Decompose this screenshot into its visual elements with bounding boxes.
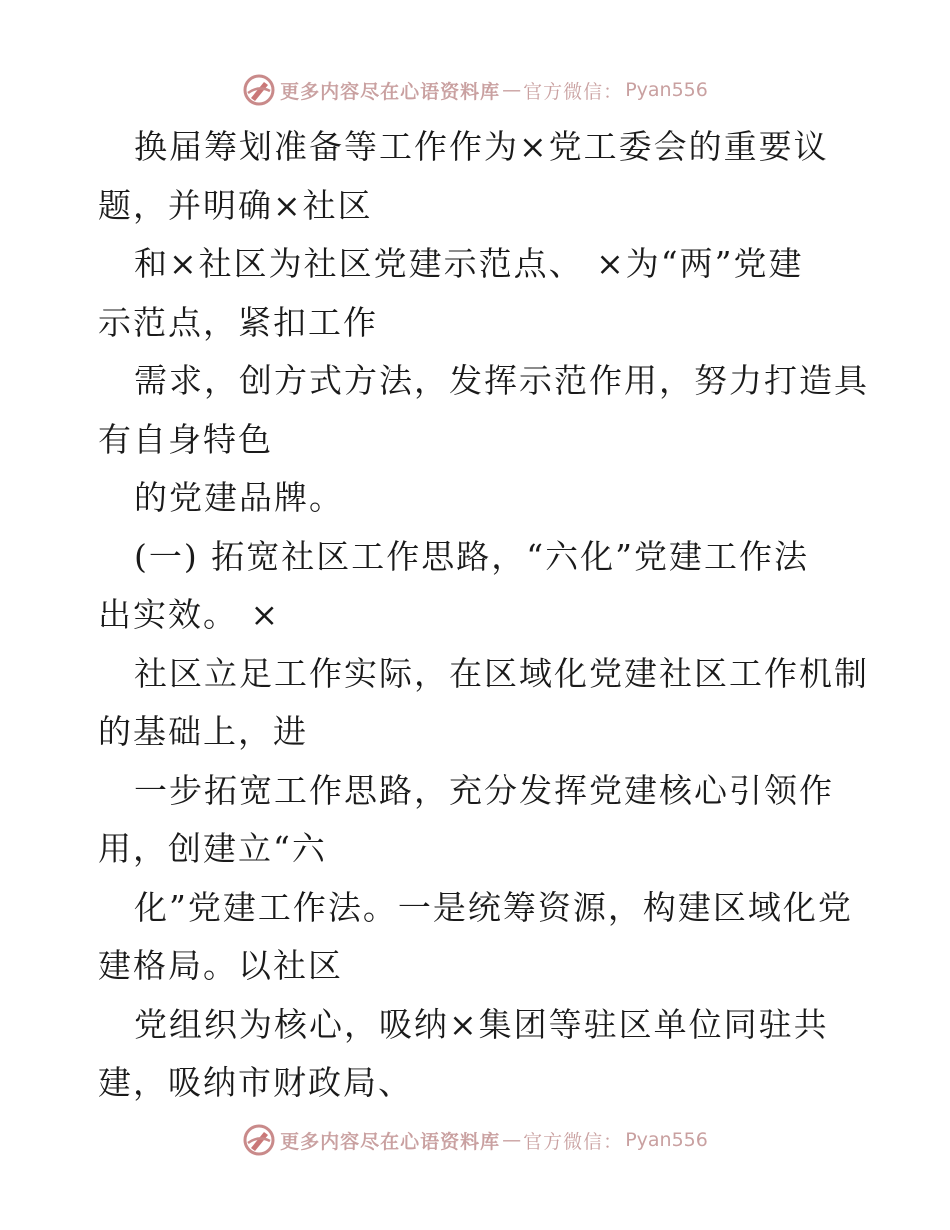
text-line: 示范点，紧扣工作 [98,302,378,342]
text-line: 建格局。以社区 [98,946,343,985]
banner-title: 更多内容尽在心语资料库 [280,1130,501,1153]
banner-wechat-id: Pyan556 [625,79,708,101]
red-ribbon-logo-icon [242,1123,276,1157]
document-body [98,118,869,1113]
banner-wechat-id: Pyan556 [625,1129,708,1151]
banner-separator: — [502,79,522,101]
text-line: 化”党建工作法。一是统筹资源，构建区域化党 [134,887,853,927]
footer-banner [0,1120,950,1160]
text-line: 一步拓宽工作思路，充分发挥党建核心引领作 [134,770,834,810]
banner-separator: — [502,1129,522,1151]
banner-wechat-label: 官方微信： [523,80,624,103]
text-line: 的基础上，进 [98,712,308,751]
text-line: 需求，创方式方法，发挥示范作用，努力打造具 [134,361,869,400]
banner-wechat-label: 官方微信： [523,1130,624,1153]
text-line: 的党建品牌。 [134,478,344,517]
text-line: 用，创建立“六 [98,829,327,868]
text-line: 出实效。 × [98,595,281,634]
text-line: 和×社区为社区党建示范点、 ×为“两”党建 [134,244,804,283]
banner-title: 更多内容尽在心语资料库 [280,80,501,103]
text-line: 社区立足工作实际，在区域化党建社区工作机制 [134,653,869,693]
red-ribbon-logo-icon [242,73,276,107]
text-line: 题，并明确×社区 [98,185,373,225]
text-line: 建，吸纳市财政局、 [98,1063,413,1102]
section-heading: (一) 拓宽社区工作思路，“六化”党建工作法 [134,536,809,576]
header-banner [0,70,950,110]
text-line: 有自身特色 [98,419,273,459]
text-line: 党组织为核心，吸纳×集团等驻区单位同驻共 [134,1004,829,1044]
text-line: 换届筹划准备等工作作为×党工委会的重要议 [134,127,829,166]
